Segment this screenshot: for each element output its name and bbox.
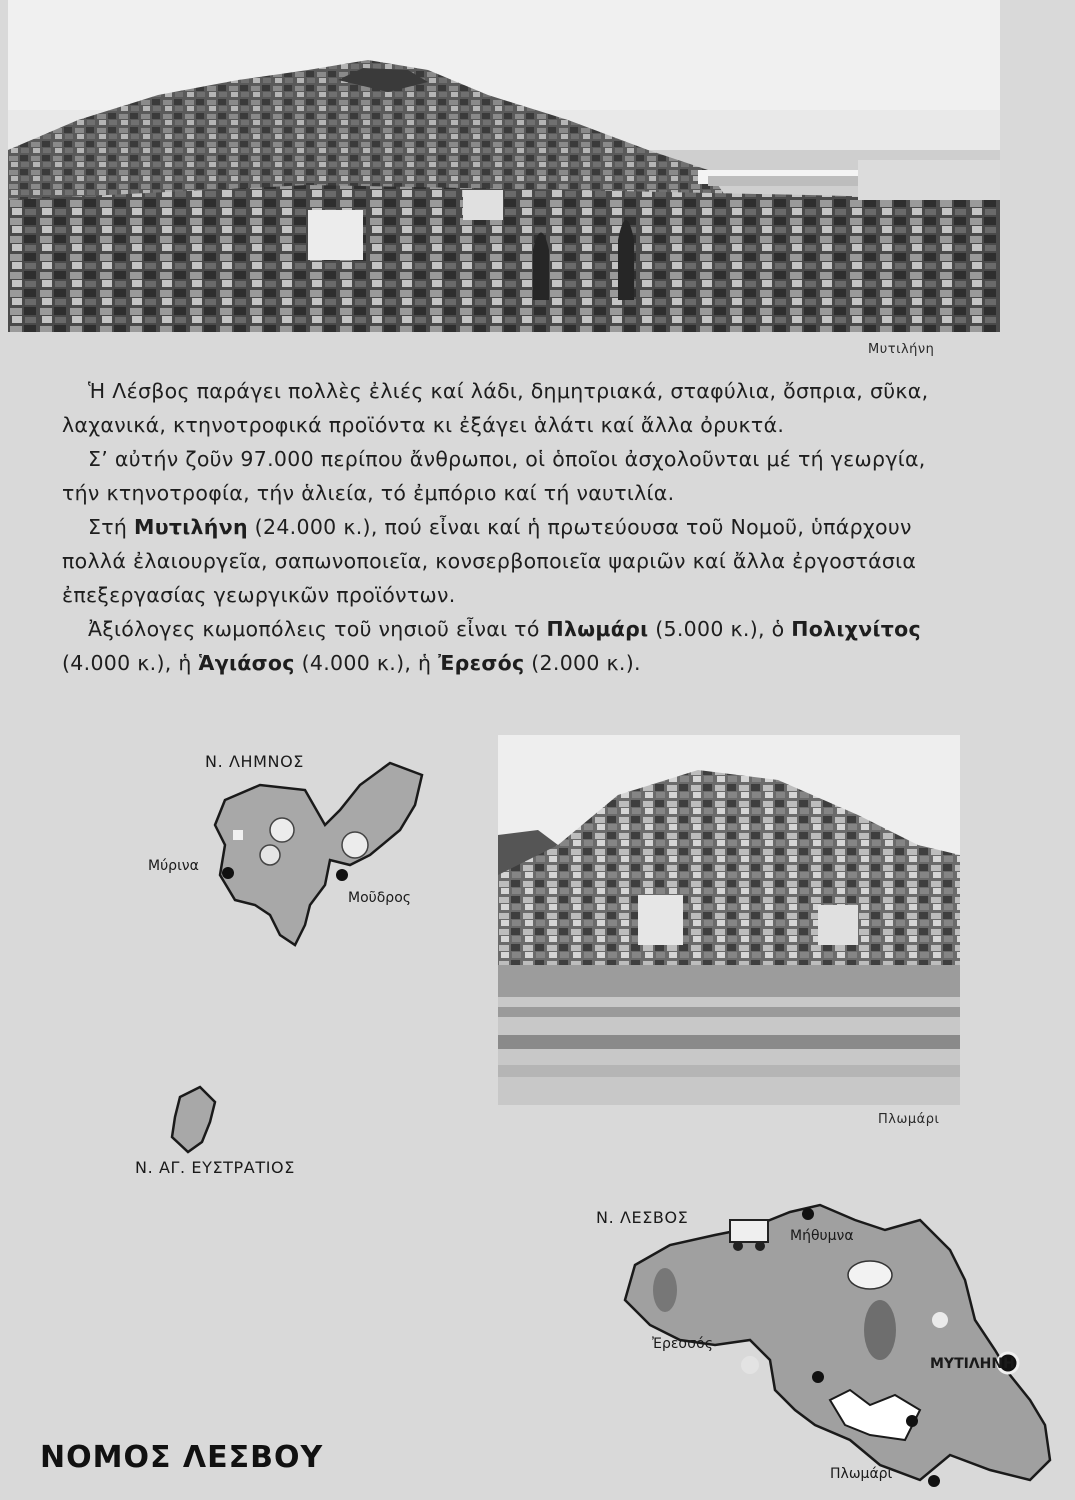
limnos-map (200, 755, 440, 965)
plomari-dot (928, 1475, 940, 1487)
paragraph-mytilene: Στή Μυτιλήνη (24.000 κ.), πού εἶναι καί ἡ πρωτεύουσα τοῦ Νομοῦ, ὑπάρχουν πολλά ἐλαιουργεῖα, σαπωνοποιεῖα, κονσερβοποιεῖα ψαριῶν καί ἄλλα ἐργοστάσια ἐπεξεργασίας γεωργικῶν προϊόντων. (62, 515, 917, 607)
page-title: ΝΟΜΟΣ ΛΕΣΒΟΥ (40, 1440, 324, 1475)
paragraph-products: Ἡ Λέσβος παράγει πολλὲς ἐλιές καί λάδι, δημητριακά, σταφύλια, ὄσπρια, σῦκα, λαχανικά, κτηνοτροφικά προϊόντα κι ἐξάγει ἁλάτι καί ἄλλα ὀρυκτά. (62, 379, 929, 437)
lesvos-map-title: Ν. ΛΕΣΒΟΣ (596, 1208, 689, 1227)
town-dot-1 (812, 1371, 824, 1383)
bold-polichnitos: Πολιχνίτος (791, 617, 921, 641)
paragraph-population: Σ’ αὐτήν ζοῦν 97.000 περίπου ἄνθρωποι, οἱ ὁποῖοι ἀσχολοῦνται μέ τή γεωργία, τήν κτηνοτροφία, τήν ἁλιεία, τό ἐμπόριο καί τή ναυτιλία. (62, 447, 926, 505)
myrina-label: Μύρινα (148, 858, 199, 874)
bold-agiasos: Ἁγιάσος (198, 651, 295, 675)
plomari-photo (498, 735, 960, 1105)
agios-efstratios-map (160, 1082, 230, 1157)
myrina-dot (222, 867, 234, 879)
body-text (62, 374, 952, 680)
bold-eresos: Ἐρεσός (438, 651, 525, 675)
methymna-dot (802, 1208, 814, 1220)
agios-efstratios-title: Ν. ΑΓ. ΕΥΣΤΡΑΤΙΟΣ (135, 1158, 295, 1177)
limnos-map-title: Ν. ΛΗΜΝΟΣ (205, 752, 304, 771)
plomari-caption: Πλωμάρι (878, 1112, 940, 1127)
moudros-dot (336, 869, 348, 881)
mytilene-photo (8, 0, 1000, 332)
plomari-label: Πλωμάρι (830, 1466, 893, 1482)
town-dot-2 (906, 1415, 918, 1427)
mytilini-label: ΜΥΤΙΛΗΝΗ (930, 1356, 1015, 1372)
methymna-label: Μήθυμνα (790, 1228, 854, 1244)
bold-plomari: Πλωμάρι (546, 617, 649, 641)
eresos-label: Ἐρεσσός (652, 1336, 713, 1352)
moudros-label: Μοῦδρος (348, 890, 411, 906)
mytilene-caption: Μυτιλήνη (868, 342, 935, 357)
paragraph-towns: Ἀξιόλογες κωμοπόλεις τοῦ νησιοῦ εἶναι τό Πλωμάρι (5.000 κ.), ὁ Πολιχνίτος (4.000 κ.), ἡ Ἁγιάσος (4.000 κ.), ἡ Ἐρεσός (2.000 κ.). (62, 617, 921, 675)
bold-mytilene: Μυτιλήνη (134, 515, 248, 539)
